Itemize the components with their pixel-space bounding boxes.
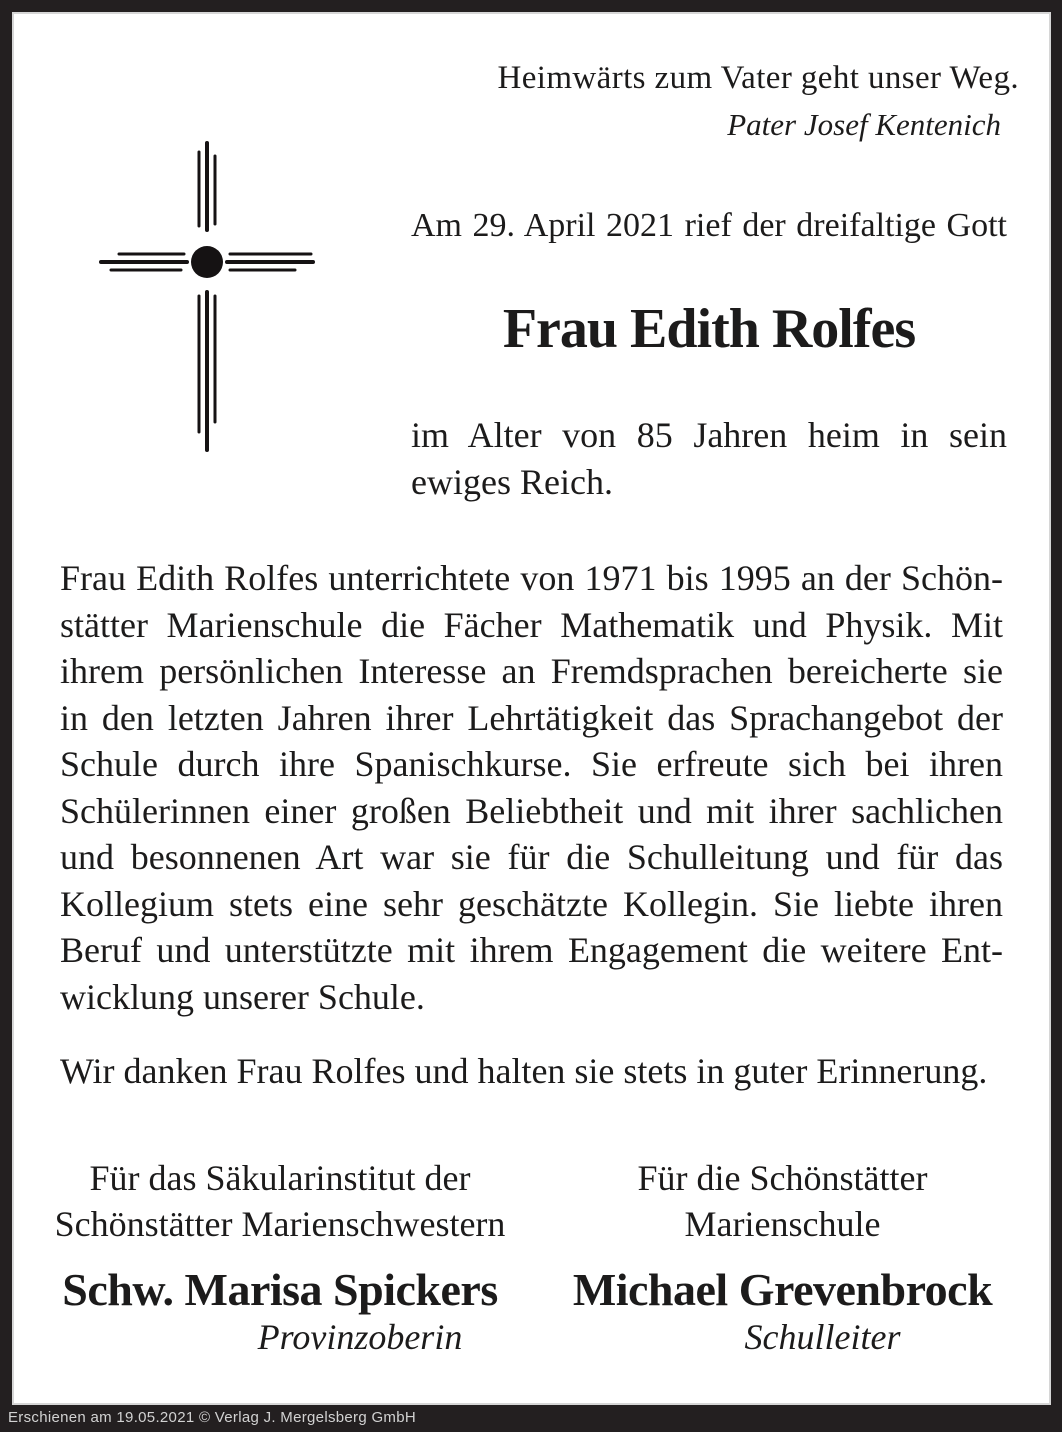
obituary-line: ihrem persönlichen Interesse an Fremdsprachen bereicherte sie xyxy=(60,651,1003,691)
announcement-column xyxy=(411,206,1007,506)
signature-role: Provinzoberin xyxy=(257,1317,463,1357)
obituary-card xyxy=(12,12,1051,1405)
intro-line: Am 29. April 2021 rief der dreifaltige Gott xyxy=(411,207,1007,244)
obituary-line: wicklung unserer Schule. xyxy=(60,976,425,1017)
obituary-line: in den letzten Jahren ihrer Lehrtätigkeit das Sprachangebot der xyxy=(60,697,1003,738)
obituary-line: stätter Marienschule die Fächer Mathematik und Physik. Mit xyxy=(60,604,1003,645)
age-block xyxy=(411,412,1007,506)
age-line: im Alter von 85 Jahren heim in sein xyxy=(411,415,1007,455)
signatures-section xyxy=(44,1155,1019,1359)
quote-attribution: Pater Josef Kentenich xyxy=(727,107,1001,142)
obituary-line: Schule durch ihre Spanischkurse. Sie erfreute sich bei ihren xyxy=(60,744,1003,784)
schoenstatt-cross-icon xyxy=(95,140,325,470)
signature-org-line: Für die Schönstätter xyxy=(637,1158,928,1198)
signature-org-line: Für das Säkularinstitut der xyxy=(89,1158,471,1198)
signature-org-line: Marienschule xyxy=(684,1204,881,1244)
signature-right xyxy=(560,1155,1005,1359)
thanks-line: Wir danken Frau Rolfes und halten sie stets in guter Erinnerung. xyxy=(60,1051,988,1091)
signature-name: Schw. Marisa Spickers xyxy=(62,1264,498,1315)
obituary-line: und besonnenen Art war sie für die Schulleitung und für das xyxy=(60,837,1003,877)
obituary-line: Kollegium stets eine sehr geschätzte Kollegin. Sie liebte ihren xyxy=(60,883,1003,924)
deceased-name: Frau Edith Rolfes xyxy=(502,298,916,360)
age-line: ewiges Reich. xyxy=(411,462,613,502)
signature-org-line: Schönstätter Marienschwestern xyxy=(54,1204,506,1244)
obituary-text xyxy=(60,555,1003,1020)
obituary-line: Schülerinnen einer großen Beliebtheit und mit ihrer sachlichen xyxy=(60,790,1003,831)
signature-role: Schulleiter xyxy=(744,1317,901,1357)
publisher-imprint: Erschienen am 19.05.2021 © Verlag J. Mergelsberg GmbH xyxy=(8,1409,416,1426)
quote-line: Heimwärts zum Vater geht unser Weg. xyxy=(497,60,1019,96)
signature-name: Michael Grevenbrock xyxy=(572,1264,993,1315)
quote-block xyxy=(44,14,1019,144)
obituary-line: Frau Edith Rolfes unterrichtete von 1971 bis 1995 an der Schön- xyxy=(60,558,1003,598)
obituary-line: Beruf und unterstützte mit ihrem Engagement die weitere Ent- xyxy=(60,930,1003,970)
signature-left xyxy=(44,1155,516,1359)
